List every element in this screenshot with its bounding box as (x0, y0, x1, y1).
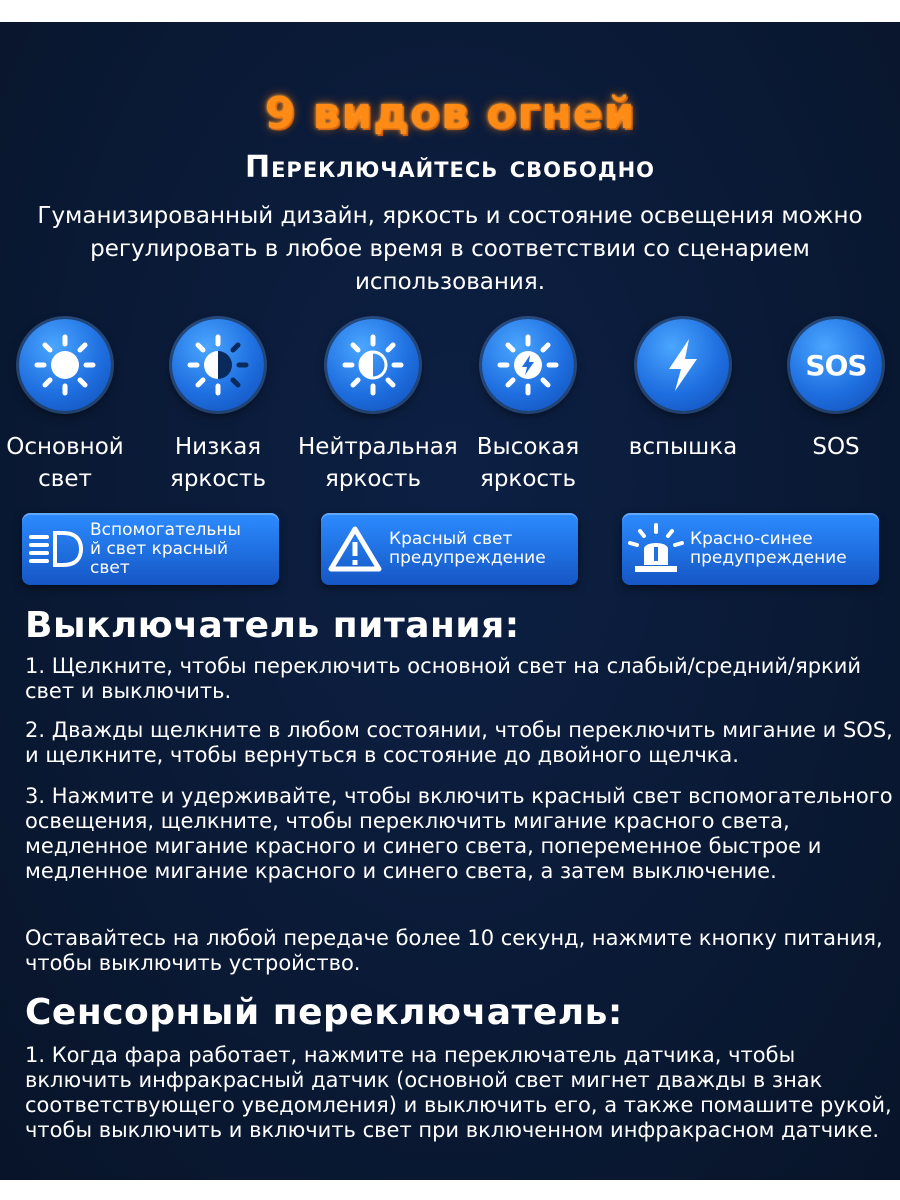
mode-neutral-brightness (298, 319, 458, 495)
mode-label: вспышка (628, 434, 738, 460)
sun-icon (19, 319, 111, 411)
mode-low-brightness (143, 319, 293, 495)
aux-red-warning-button (321, 513, 578, 585)
sos-icon-text: SOS (805, 348, 867, 382)
aux-button-label: Красно-синее предупреждение (690, 529, 847, 568)
aux-button-label: Красный свет предупреждение (389, 529, 546, 568)
subtitle: Переключайтесь свободно (244, 150, 656, 185)
headlight-icon (22, 527, 90, 571)
mode-flash (608, 319, 758, 463)
sensor-switch-title: Сенсорный переключатель: (25, 992, 623, 1033)
sun-bolt-icon (482, 319, 574, 411)
sos-icon (790, 319, 882, 411)
aux-red-blue-warning-button (622, 513, 879, 585)
mode-label: Нейтральная яркость (298, 434, 458, 492)
half-sun-dark-icon (172, 319, 264, 411)
aux-button-label: Вспомогательны й свет красный свет (90, 519, 241, 578)
power-paragraph: 2. Дважды щелкните в любом состоянии, чтобы переключить мигание и SOS, и щелкните, чтобы вернуться в состояние до двойного щелчка. (25, 718, 893, 767)
intro-text: Гуманизированный дизайн, яркость и состояние освещения можно регулировать в любое время в соответствии со сценарием использования. (37, 203, 863, 295)
beacon-icon (622, 523, 690, 575)
mode-main-light (0, 319, 140, 495)
power-paragraph: 3. Нажмите и удерживайте, чтобы включить красный свет вспомогательного освещения, щелкните, чтобы переключить мигание красного света, медленное мигание красного и синего света, попеременное быстрое и медленное мигание красного и синего света, а затем выключение. (25, 784, 893, 883)
mode-label: Низкая яркость (170, 434, 266, 492)
lightning-bolt-icon (637, 319, 729, 411)
mode-high-brightness (453, 319, 603, 495)
mode-label: SOS (812, 434, 860, 460)
headline: 9 видов огней (264, 88, 636, 139)
power-paragraph: Оставайтесь на любой передаче более 10 секунд, нажмите кнопку питания, чтобы выключить устройство. (25, 926, 883, 975)
half-sun-icon (327, 319, 419, 411)
mode-label: Высокая яркость (476, 434, 580, 492)
warning-triangle-icon (321, 525, 389, 573)
mode-label: Основной свет (6, 434, 124, 492)
power-paragraph: 1. Щелкните, чтобы переключить основной свет на слабый/средний/яркий свет и выключить. (25, 654, 862, 703)
product-info-panel (0, 22, 900, 1180)
power-switch-title: Выключатель питания: (25, 605, 520, 646)
sensor-paragraph: 1. Когда фара работает, нажмите на переключатель датчика, чтобы включить инфракрасный датчик (основной свет мигнет дважды в знак соответствующего уведомления) и выключить его, а также помашите рукой, чтобы выключить и включить свет при включенном инфракрасном датчике. (25, 1043, 892, 1142)
aux-red-light-button (22, 513, 279, 585)
mode-sos (761, 319, 900, 463)
